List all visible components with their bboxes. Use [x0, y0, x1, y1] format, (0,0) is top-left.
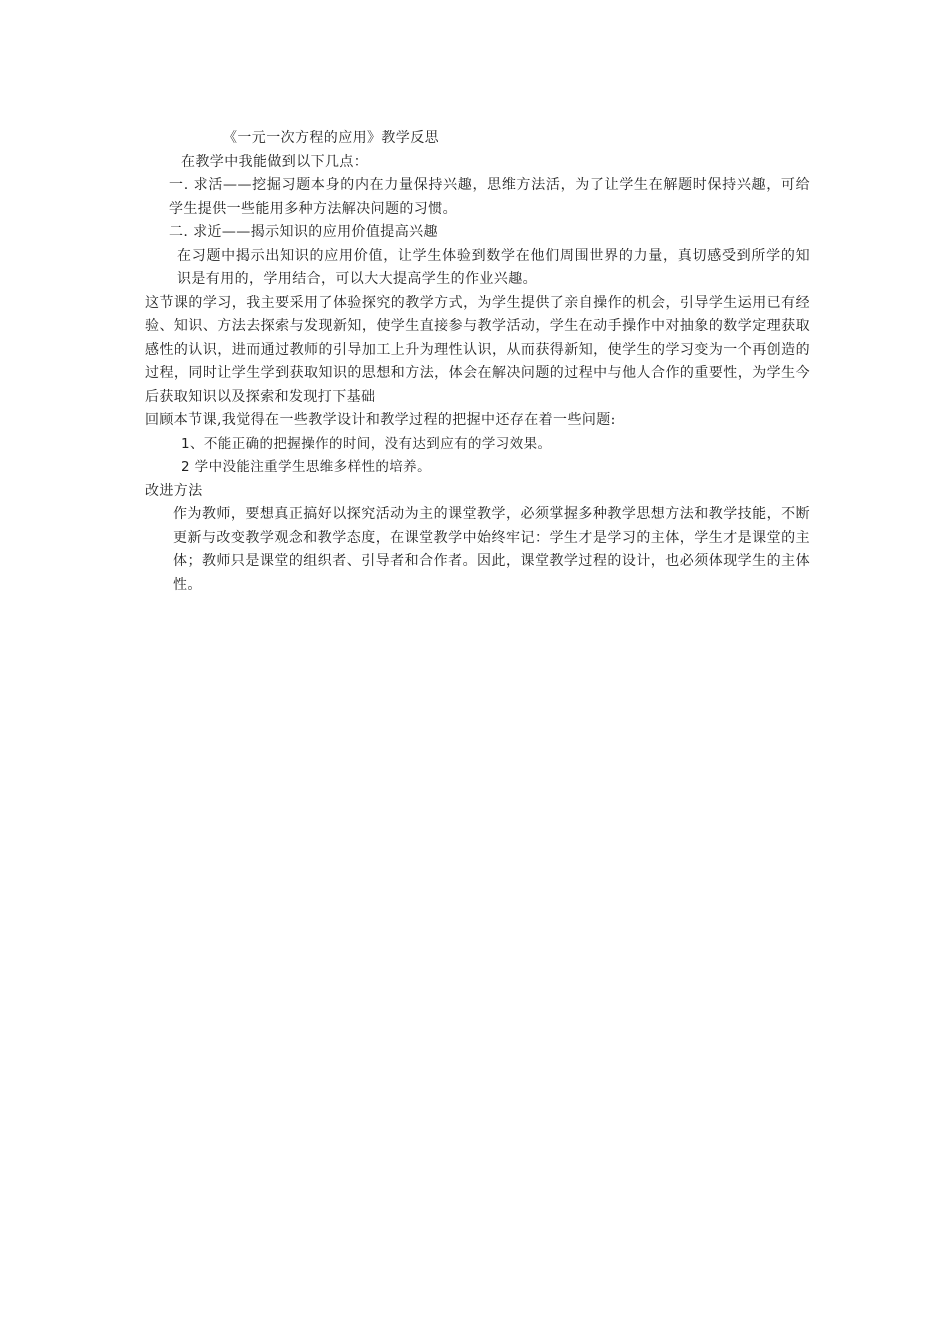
issue-one: 1、不能正确的把握操作的时间，没有达到应有的学习效果。	[181, 435, 552, 452]
improve-heading: 改进方法	[145, 482, 203, 499]
document-body	[145, 127, 810, 597]
issue-two: 2 学中没能注重学生思维多样性的培养。	[181, 459, 431, 475]
reflection-paragraph: 这节课的学习，我主要采用了体验探究的教学方式，为学生提供了亲自操作的机会，引导学生运用已有经验、知识、方法去探索与发现新知，使学生直接参与教学活动，学生在动手操作中对抽象的数学定理获取感性的认识，进而通过教师的引导加工上升为理性认识，从而获得新知，使学生的学习变为一个再创造的过程，同时让学生学到获取知识的思想和方法，体会在解决问题的过程中与他人合作的重要性，为学生今后获取知识以及探索和发现打下基础	[145, 294, 810, 405]
document-title: 《一元一次方程的应用》教学反思	[223, 130, 439, 146]
review-line: 回顾本节课,我觉得在一些教学设计和教学过程的把握中还存在着一些问题:	[145, 412, 616, 428]
point-one: 一. 求活——挖掘习题本身的内在力量保持兴趣，思维方法活，为了让学生在解题时保持兴趣，可给学生提供一些能用多种方法解决问题的习惯。	[169, 177, 810, 217]
improve-body: 作为教师，要想真正搞好以探究活动为主的课堂教学，必须掌握多种教学思想方法和教学技能，不断更新与改变教学观念和教学态度，在课堂教学中始终牢记：学生才是学习的主体，学生才是课堂的主体；教师只是课堂的组织者、引导者和合作者。因此，课堂教学过程的设计，也必须体现学生的主体性。	[173, 506, 810, 593]
point-two-heading: 二. 求近——揭示知识的应用价值提高兴趣	[169, 224, 438, 240]
intro-line: 在教学中我能做到以下几点：	[181, 153, 369, 170]
point-two-body: 在习题中揭示出知识的应用价值，让学生体验到数学在他们周围世界的力量，真切感受到所学的知识是有用的，学用结合，可以大大提高学生的作业兴趣。	[177, 247, 810, 287]
